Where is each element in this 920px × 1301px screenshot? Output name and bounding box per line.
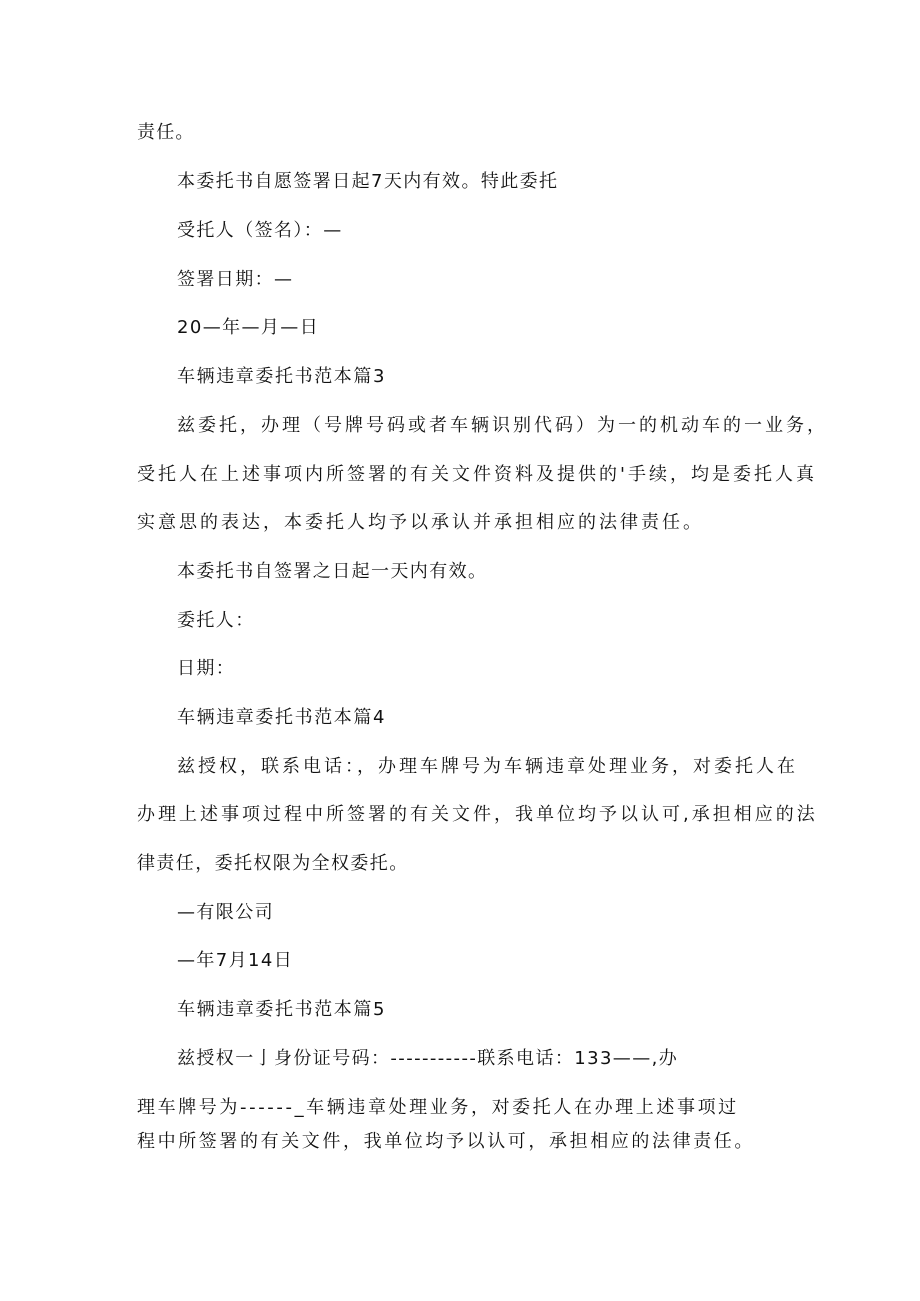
- text-line: 兹授权一亅身份证号码：-----------联系电话：133——,办: [177, 1048, 679, 1069]
- text-line: 律责任，委托权限为全权委托。: [137, 853, 409, 874]
- section-heading: 车辆违章委托书范本篇3: [177, 366, 387, 387]
- text-line: 委托人：: [177, 610, 255, 631]
- text-line: 20—年—月—日: [177, 317, 320, 338]
- text-line: 理车牌号为------_车辆违章处理业务，对委托人在办理上述事项过: [137, 1097, 739, 1118]
- text-line: 兹授权，联系电话：，办理车牌号为车辆违章处理业务，对委托人在: [177, 756, 798, 777]
- text-line: 本委托书自愿签署日起7天内有效。特此委托: [177, 171, 559, 192]
- text-line: —有限公司: [177, 902, 274, 923]
- text-line: 办理上述事项过程中所签署的有关文件，我单位均予以认可,承担相应的法: [137, 804, 818, 825]
- text-line: 受托人在上述事项内所签署的有关文件资料及提供的'手续，均是委托人真: [137, 464, 817, 485]
- section-heading: 车辆违章委托书范本篇5: [177, 999, 387, 1020]
- text-line: 程中所签署的有关文件，我单位均予以认可，承担相应的法律责任。: [137, 1131, 755, 1152]
- text-line: 兹委托，办理（号牌号码或者车辆识别代码）为一的机动车的一业务，: [177, 415, 828, 436]
- text-line: 日期：: [177, 658, 236, 679]
- section-heading: 车辆违章委托书范本篇4: [177, 707, 387, 728]
- text-line: 受托人（签名）：—: [177, 220, 343, 241]
- text-line: —年7月14日: [177, 950, 294, 971]
- text-line: 实意思的表达，本委托人均予以承认并承担相应的法律责任。: [137, 512, 704, 533]
- text-line: 本委托书自签署之日起一天内有效。: [177, 561, 488, 582]
- text-line: 责任。: [137, 122, 195, 143]
- text-line: 签署日期：—: [177, 269, 294, 290]
